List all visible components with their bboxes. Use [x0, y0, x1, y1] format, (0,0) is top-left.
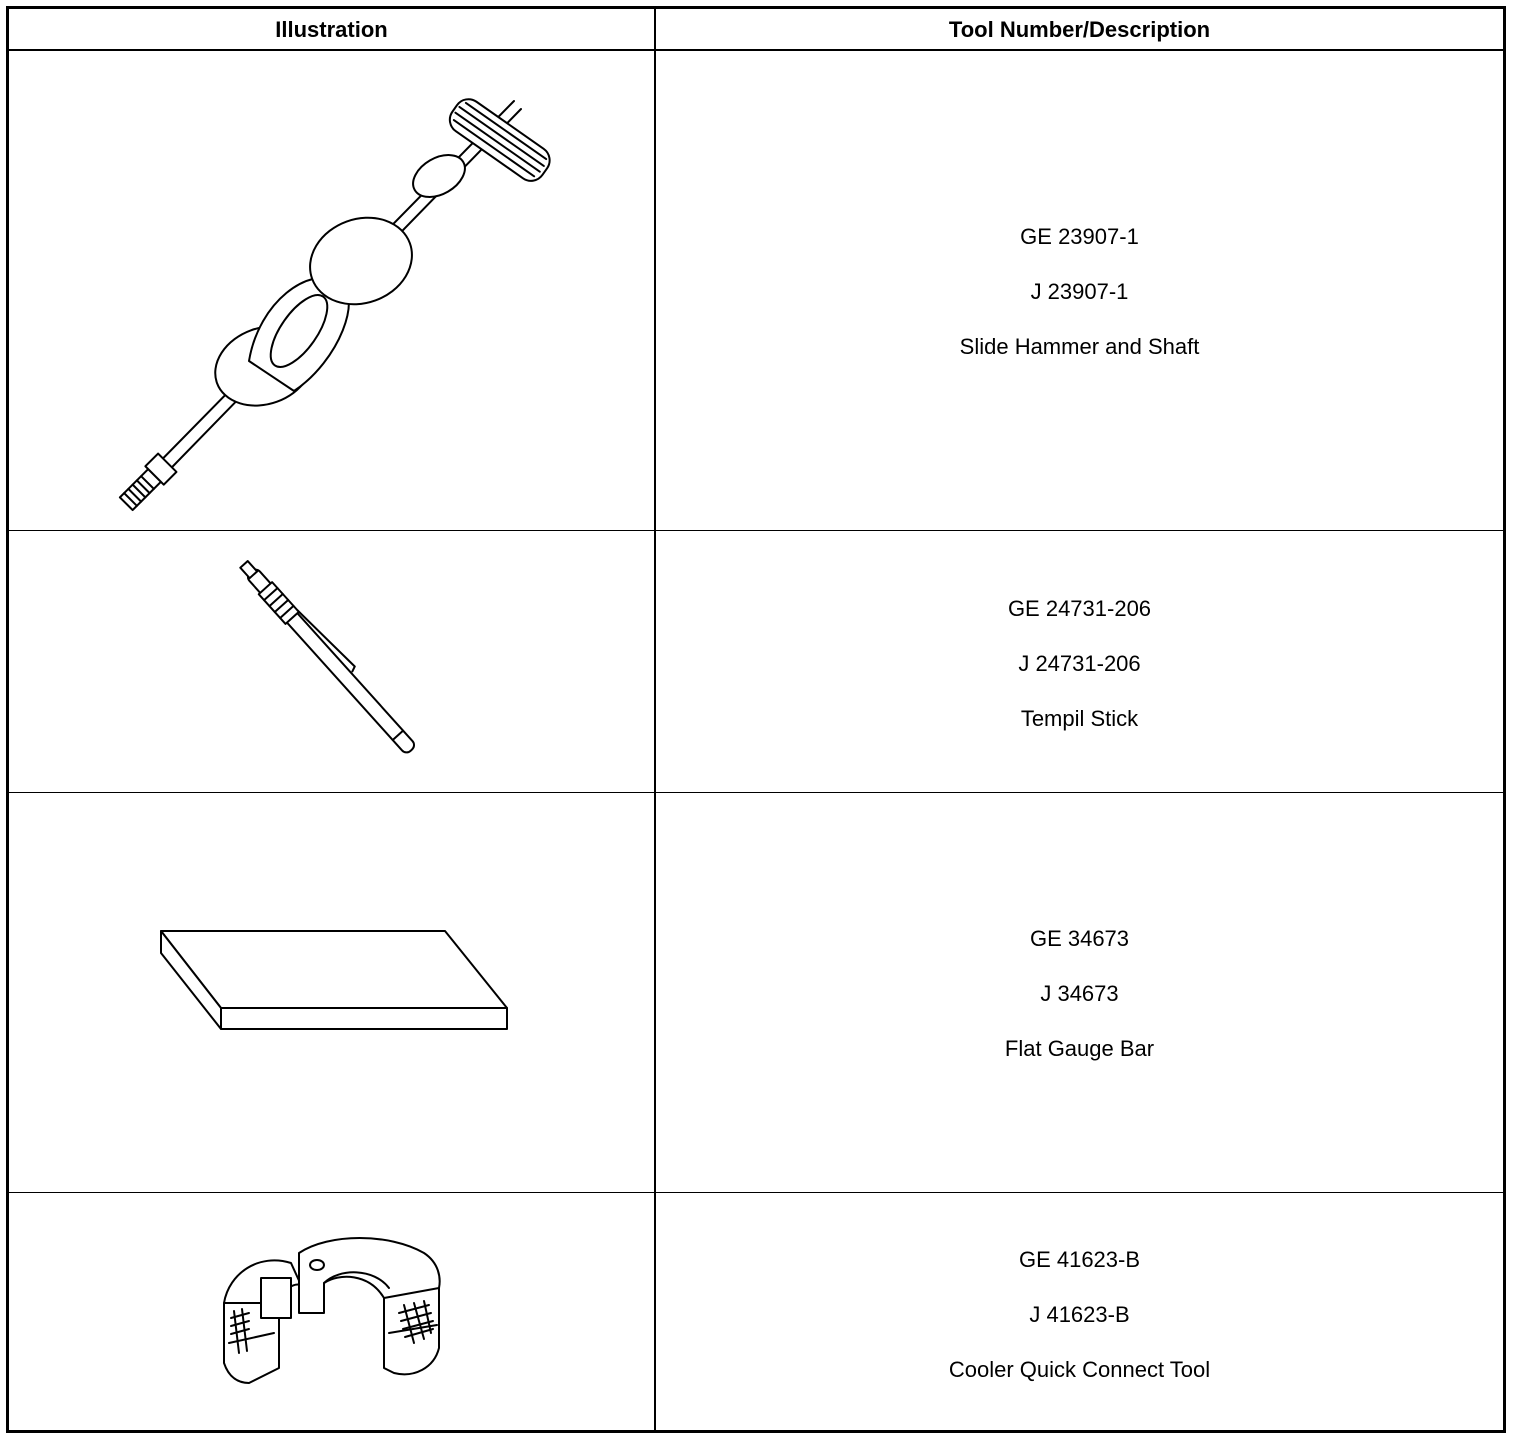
tool-description: Slide Hammer and Shaft — [959, 334, 1200, 359]
table-row — [9, 793, 1503, 1192]
slide-hammer-icon — [9, 51, 654, 530]
j-tool-number: J 23907-1 — [1030, 279, 1129, 304]
cooler-quick-connect-tool-icon — [9, 1193, 654, 1430]
j-tool-number: J 41623-B — [1029, 1302, 1130, 1327]
tool-description-cell — [656, 911, 1503, 1076]
illustration-cell — [9, 1193, 654, 1430]
ge-tool-number: GE 34673 — [1029, 926, 1130, 951]
ge-tool-number: GE 23907-1 — [1020, 224, 1139, 249]
header-tool-number: Tool Number/Description — [948, 17, 1211, 42]
tool-description: Flat Gauge Bar — [1004, 1036, 1155, 1061]
ge-tool-number: GE 24731-206 — [1007, 596, 1152, 621]
flat-gauge-bar-icon — [9, 793, 654, 1192]
tool-description-cell — [656, 1232, 1503, 1397]
illustration-cell — [9, 531, 654, 792]
tool-description: Tempil Stick — [1020, 706, 1139, 731]
table-row — [9, 531, 1503, 792]
table-row — [9, 1193, 1503, 1430]
header-illustration: Illustration — [275, 17, 388, 42]
j-tool-number: J 24731-206 — [1018, 651, 1141, 676]
table-row — [9, 51, 1503, 530]
tool-description-cell — [656, 209, 1503, 374]
j-tool-number: J 34673 — [1040, 981, 1119, 1006]
table-header — [9, 9, 1503, 51]
ge-tool-number: GE 41623-B — [1018, 1247, 1141, 1272]
tempil-stick-icon — [9, 531, 654, 792]
tool-table — [6, 6, 1506, 1433]
illustration-cell — [9, 793, 654, 1192]
tool-description-cell — [656, 581, 1503, 746]
tool-description: Cooler Quick Connect Tool — [948, 1357, 1211, 1382]
illustration-cell — [9, 51, 654, 530]
